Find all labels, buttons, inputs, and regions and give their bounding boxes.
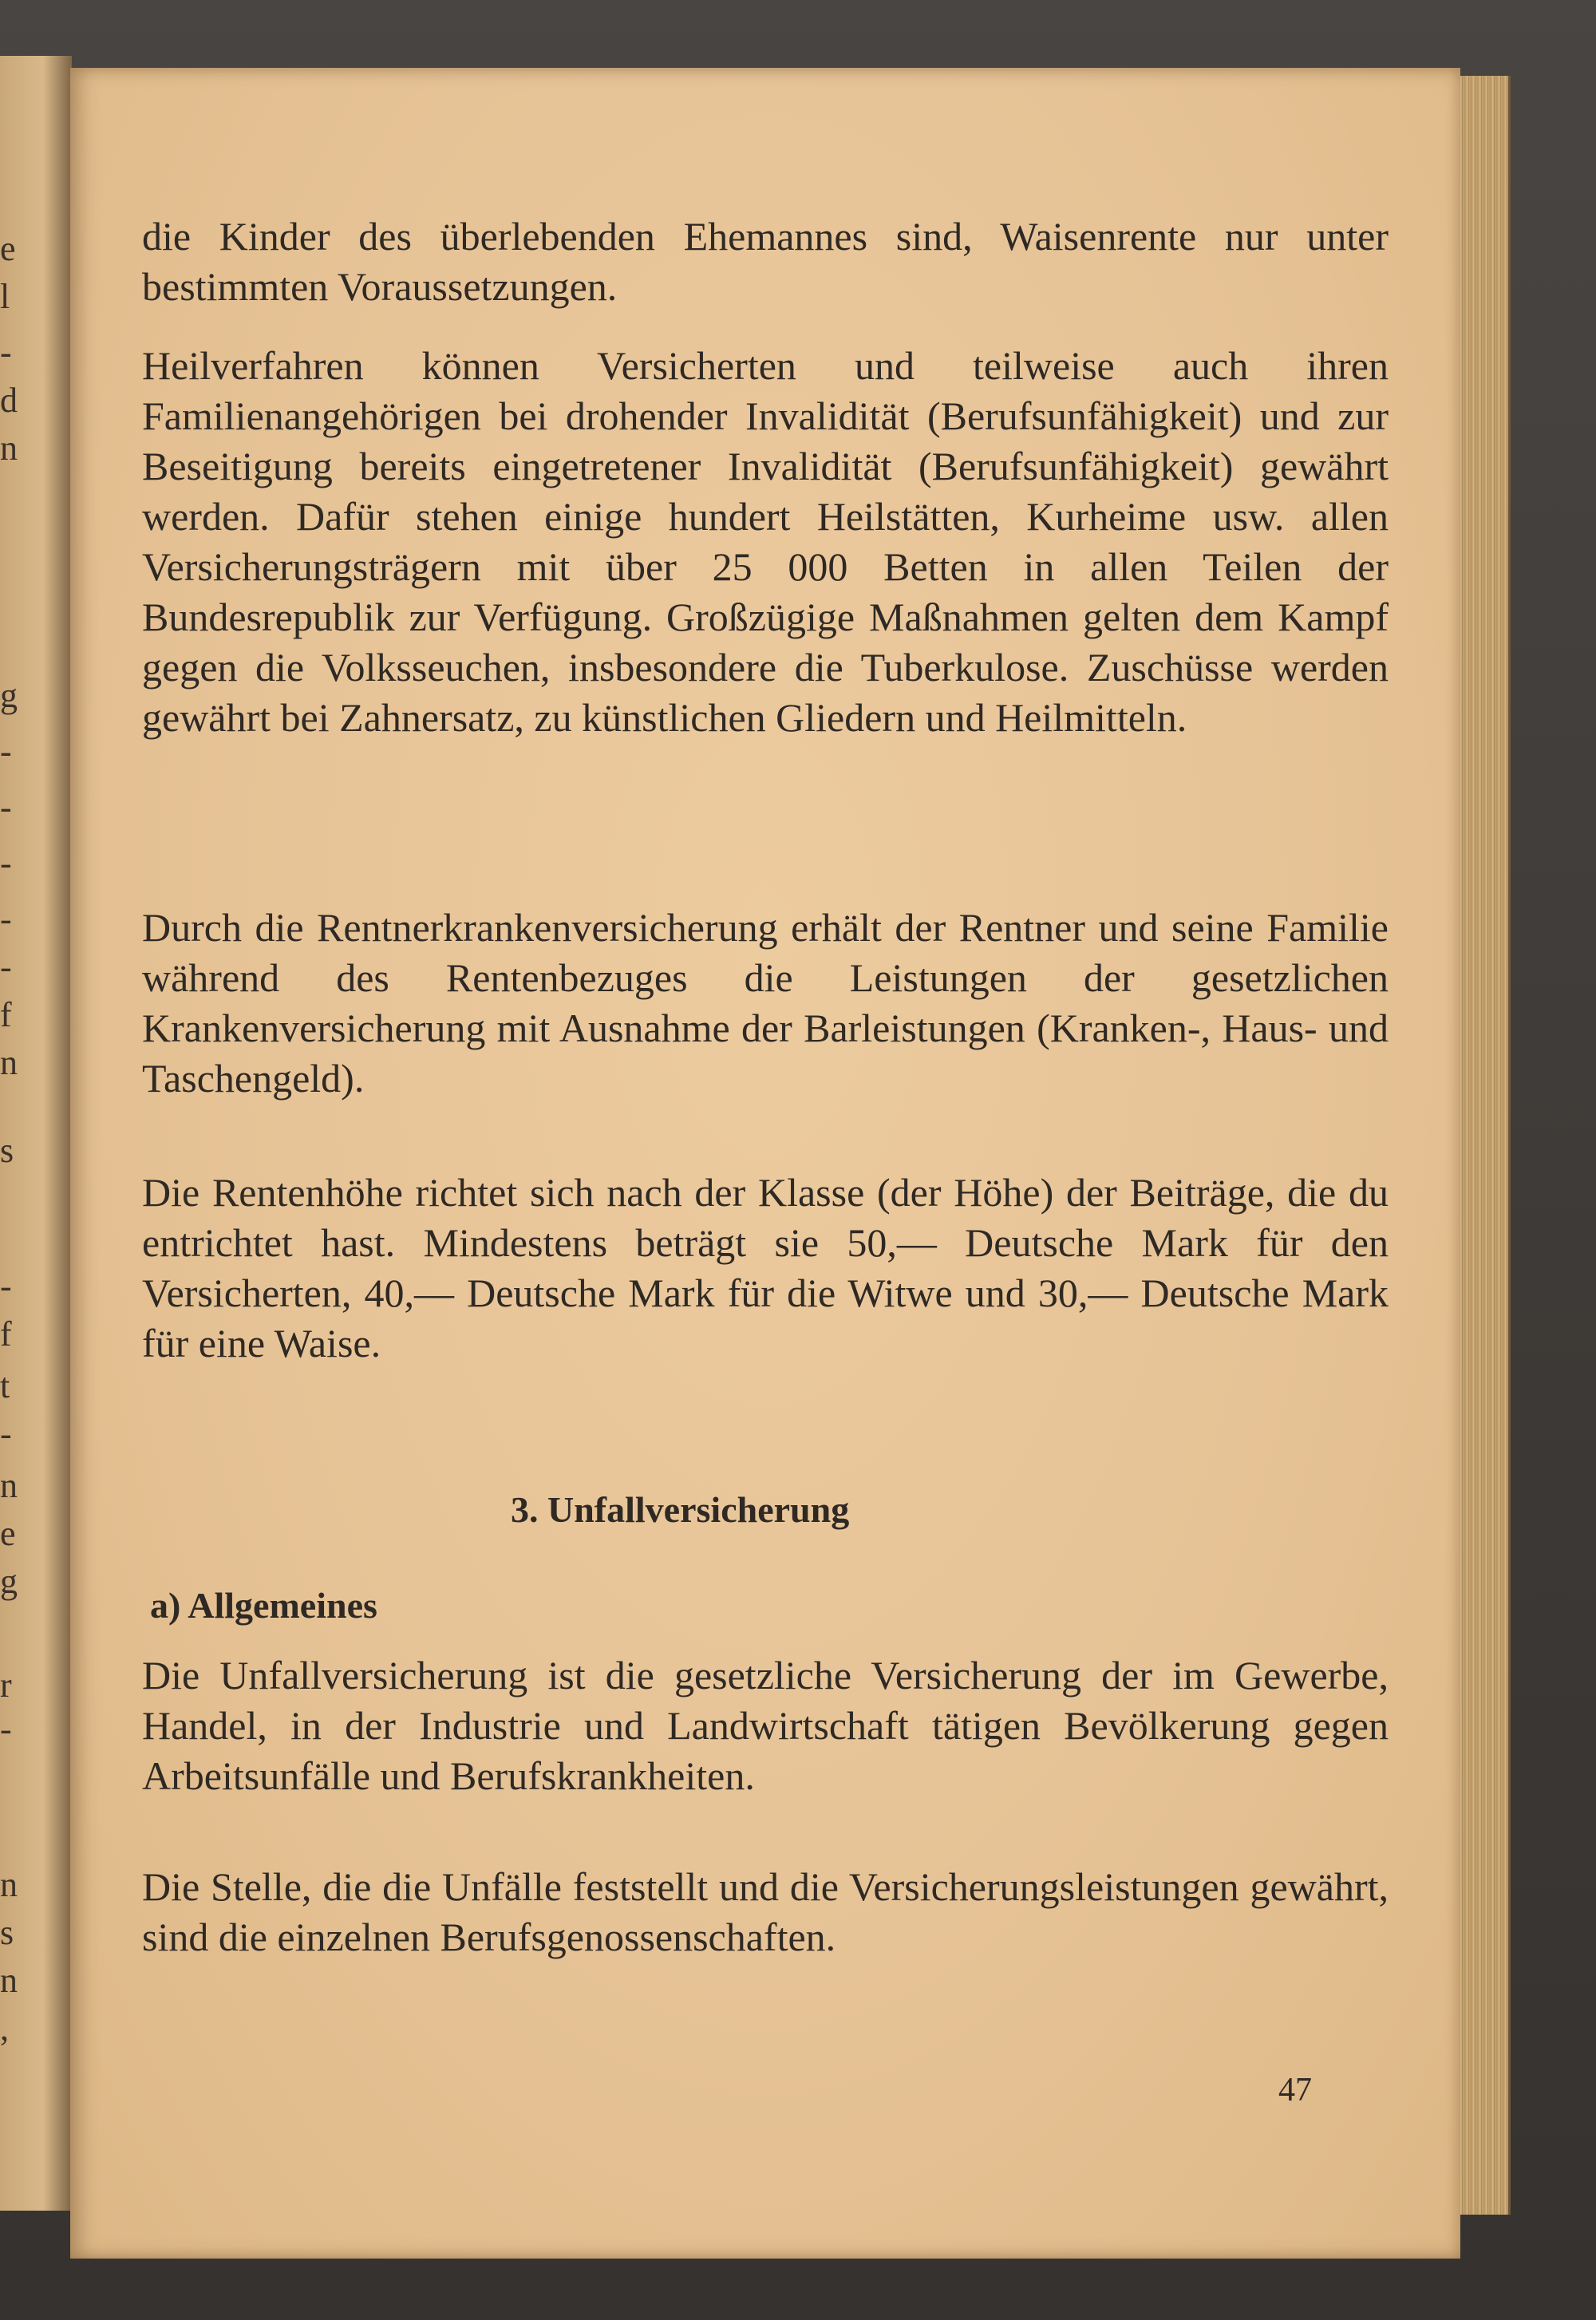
- paragraph-unfallversicherung: Die Unfallversicherung ist die gesetzliche Versicherung der im Gewerbe, Handel, in der Industrie und Landwirtschaft tätigen Bevölkerung gegen Arbeitsunfälle und Berufskrankheiten.: [142, 1653, 1389, 1798]
- paragraph-rentnerkrankenversicherung: Durch die Rentnerkrankenversicherung erhält der Rentner und seine Familie während des Rentenbezuges die Leistungen der gesetzlichen Krankenversicherung mit Ausnahme der Barleistungen (Kranken-, Haus- und Taschengeld).: [142, 905, 1389, 1101]
- subsection-heading: a) Allgemeines: [150, 1585, 377, 1626]
- book-page: [70, 68, 1460, 2259]
- paragraph-berufsgenossenschaften: Die Stelle, die die Unfälle feststellt und die Versicherungsleistungen gewährt, sind die einzelnen Berufsgenossenschaften.: [142, 1864, 1389, 1959]
- page-number: 47: [1278, 2072, 1312, 2109]
- paragraph-rentenhoehe: Die Rentenhöhe richtet sich nach der Klasse (der Höhe) der Beiträge, die du entrichtet hast. Mindestens beträgt sie 50,— Deutsche Mark für den Versicherten, 40,— Deutsche Mark für die Witwe und 30,— Deutsche Mark für eine Waise.: [142, 1170, 1389, 1366]
- paragraph-waisenrente: die Kinder des überlebenden Ehemannes sind, Waisenrente nur unter bestimmten Voraussetzungen.: [142, 214, 1389, 309]
- section-heading: 3. Unfallversicherung: [511, 1489, 850, 1530]
- book-page-edges: [1456, 76, 1511, 2215]
- paragraph-heilverfahren: Heilverfahren können Versicherten und teilweise auch ihren Familienangehörigen bei drohender Invalidität (Berufsunfähigkeit) und zur Beseitigung bereits eingetretener Invalidität (Berufsunfähigkeit) gewährt werden. Dafür stehen einige hundert Heilstätten, Kurheime usw. allen Versicherungsträgern mit über 25 000 Betten in allen Teilen der Bundesrepublik zur Verfügung. Großzügige Maßnahmen gelten dem Kampf gegen die Volksseuchen, insbesondere die Tuberkulose. Zuschüsse werden gewährt bei Zahnersatz, zu künstlichen Gliedern und Heilmitteln.: [142, 343, 1389, 740]
